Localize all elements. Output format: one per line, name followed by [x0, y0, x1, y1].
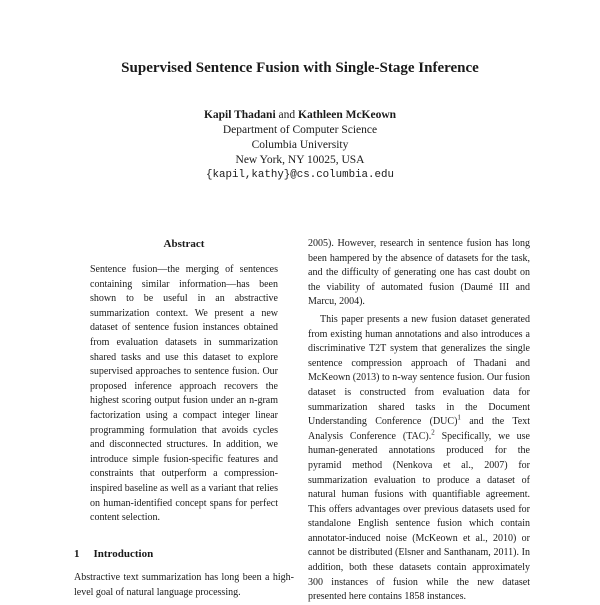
paper-title: Supervised Sentence Fusion with Single-Stage Inference — [121, 60, 479, 76]
right-paragraph-2-part-c: Specifically, we use human-generated annotations produced for the pyramid method (Nenkova et al., 2007) for summarization evaluation to produce a dataset of natural human fusions with quantifiable agreement. This offers advantages over previous datasets used for standalone English sentence fusion which contain annotator-induced noise (McKeown et al., 2010) or cannot be distributed (Elsner and Santhanam, 2011). In addition, both these datasets contain approximately 300 instances of fusion while the new dataset presented here contains 1858 instances. — [308, 430, 530, 603]
abstract-heading: Abstract — [163, 238, 205, 250]
author-names — [0, 108, 600, 123]
section-number: 1 — [74, 548, 80, 560]
section-heading-introduction — [74, 548, 153, 560]
section-title: Introduction — [93, 548, 154, 560]
footnote-marker-1: 1 — [457, 413, 461, 422]
author-conjunction: and — [278, 109, 296, 121]
author-block — [0, 108, 600, 183]
abstract-text — [90, 263, 278, 526]
right-paragraph-1: 2005). However, research in sentence fusion has long been hampered by the absence of datasets for the task, and the difficulty of generating one has cast doubt on the viability of automated fusion (Daumé III and Marcu, 2004). — [308, 238, 530, 308]
right-paragraph-2-part-a: This paper presents a new fusion dataset generated from existing human annotations and also introduces a discriminative T2T system that generalizes the single sentence compression approach of Thadani and McKeown (2013) to n-way sentence fusion. Our fusion dataset is constructed from evaluation data for summarization shared tasks in the Document Understanding Conference (DUC) — [308, 313, 530, 428]
intro-paragraph: Abstractive text summarization has long been a high-level goal of natural language processing. — [74, 572, 294, 598]
author-1: Kapil Thadani — [203, 109, 276, 121]
right-paragraph-2 — [308, 313, 530, 605]
abstract-paragraph: Sentence fusion—the merging of sentences containing similar information—has been shown to be useful in an abstractive summarization context. We present a new dataset of sentence fusion instances obtained from evaluation datasets in summarization shared tasks and use this dataset to explore supervised approaches to sentence fusion. Our proposed inference approach recovers the highest scoring output fusion under an n-gram factorization using a compact integer linear programming formulation that avoids cycles and disconnected structures. In addition, we introduce simple fusion-specific features and constraints that outperform a compression-inspired baseline as well as a variant that relies on human-identified concept spans for perfect content selection. — [90, 264, 278, 524]
affiliation-university: Columbia University — [251, 139, 349, 151]
right-column — [308, 237, 530, 605]
affiliation-location: New York, NY 10025, USA — [235, 154, 365, 166]
author-2: Kathleen McKeown — [298, 109, 397, 121]
right-paragraph-2-part-b: and the Text Analysis Conference (TAC). — [308, 416, 531, 442]
introduction-text — [74, 571, 294, 600]
affiliation-department: Department of Computer Science — [222, 124, 378, 136]
author-email: {kapil,kathy}@cs.columbia.edu — [206, 169, 394, 181]
footnote-marker-2: 2 — [431, 428, 435, 437]
